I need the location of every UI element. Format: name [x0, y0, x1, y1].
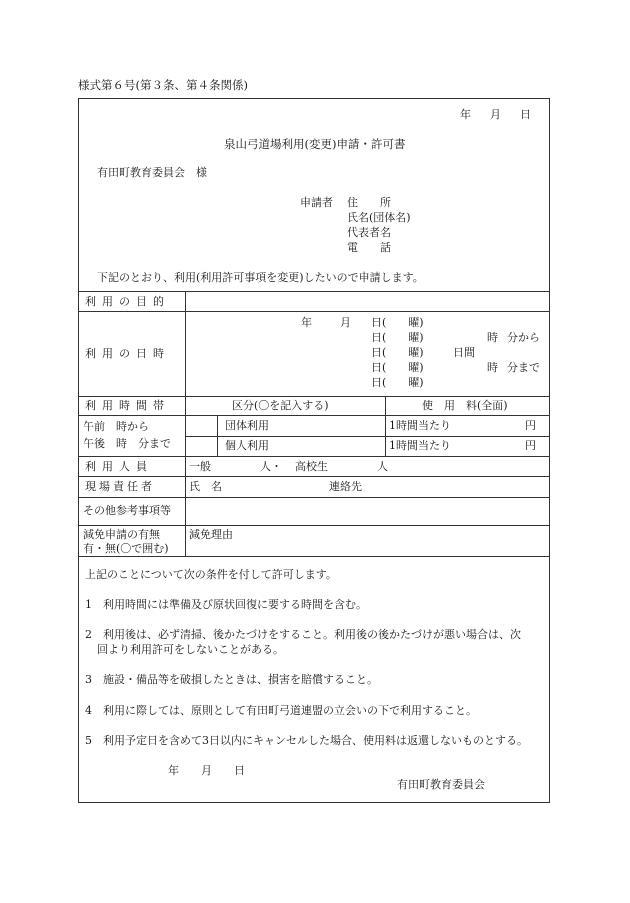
date-day-2: 日( 曜) — [371, 331, 424, 344]
users-person-2: 人 — [377, 460, 388, 473]
row-manager-label: 現場責任者 — [85, 480, 155, 493]
document-title: 泉山弓道場利用(変更)申請・許可書 — [224, 137, 406, 151]
applicant-name: 氏名(団体名) — [347, 211, 411, 224]
row-other-label: その他参考事項等 — [83, 504, 171, 517]
time-from: 分から — [507, 331, 540, 344]
condition-5: 5 利用予定日を含めて3日以内にキャンセルした場合、使用料は返還しないものとする。 — [85, 734, 528, 747]
time-until: 分まで — [507, 361, 540, 374]
application-form — [78, 98, 550, 803]
applicant-representative: 代表者名 — [347, 226, 391, 239]
individual-yen: 円 — [525, 439, 536, 452]
manager-name: 氏 名 — [189, 480, 222, 493]
users-general: 一般 — [189, 460, 211, 473]
exemption-reason: 減免理由 — [189, 528, 233, 541]
date-day-5: 日( 曜) — [371, 376, 424, 389]
permission-intro: 上記のことについて次の条件を付して許可します。 — [85, 568, 337, 581]
time-am: 午前 時から — [83, 420, 149, 433]
permission-date: 年 月 日 — [168, 764, 245, 777]
date-year: 年 — [301, 316, 312, 329]
days-count: 日間 — [453, 346, 475, 359]
individual-use: 個人利用 — [225, 439, 269, 452]
users-person: 人・ — [260, 460, 282, 473]
time-hour-from: 時 — [487, 331, 498, 344]
group-yen: 円 — [525, 419, 536, 432]
date-day-3: 日( 曜) — [371, 346, 424, 359]
users-highschool: 高校生 — [295, 460, 328, 473]
date-month: 月 — [340, 316, 351, 329]
fee-header: 使 用 料(全面) — [422, 399, 508, 412]
time-pm: 午後 時 分まで — [83, 437, 171, 450]
condition-3: 3 施設・備品等を破損したときは、損害を賠償すること。 — [85, 673, 378, 686]
date-header: 年 月 日 — [460, 108, 535, 121]
row-dates-label: 利用の日時 — [85, 347, 170, 360]
row-users-label: 利用人員 — [85, 460, 153, 473]
addressee: 有田町教育委員会 様 — [97, 166, 207, 179]
row-exemption-circle: 有・無(〇で囲む) — [83, 542, 169, 555]
row-purpose-label: 利用の目的 — [85, 295, 170, 308]
form-number: 様式第６号(第３条、第４条関係) — [78, 78, 248, 92]
row-time-slot-label: 利用時間帯 — [85, 399, 170, 412]
group-use: 団体利用 — [225, 419, 269, 432]
date-day-1: 日( 曜) — [371, 316, 424, 329]
group-per-hour: 1時間当たり — [389, 419, 451, 432]
manager-contact: 連絡先 — [329, 480, 362, 493]
request-sentence: 下記のとおり、利用(利用許可事項を変更)したいので申請します。 — [97, 271, 424, 284]
condition-1: 1 利用時間には準備及び原状回復に要する時間を含む。 — [85, 598, 367, 611]
issuer: 有田町教育委員会 — [397, 778, 485, 791]
applicant-phone: 電 話 — [347, 241, 391, 254]
condition-2b: 回より利用許可をしないことがある。 — [97, 643, 284, 656]
purpose-value[interactable] — [189, 293, 544, 309]
category-header: 区分(〇を記入する) — [232, 399, 329, 412]
row-exemption-label: 減免申請の有無 — [83, 528, 160, 541]
condition-2a: 2 利用後は、必ず清掃、後かたづけをすること。利用後の後かたづけが悪い場合は、次 — [85, 628, 521, 641]
condition-4: 4 利用に際しては、原則として有田町弓道連盟の立会いの下で利用すること。 — [85, 704, 477, 717]
individual-per-hour: 1時間当たり — [389, 439, 451, 452]
date-day-4: 日( 曜) — [371, 361, 424, 374]
time-hour-until: 時 — [487, 361, 498, 374]
applicant-address: 住 所 — [347, 196, 391, 209]
applicant-label: 申請者 — [300, 196, 333, 209]
